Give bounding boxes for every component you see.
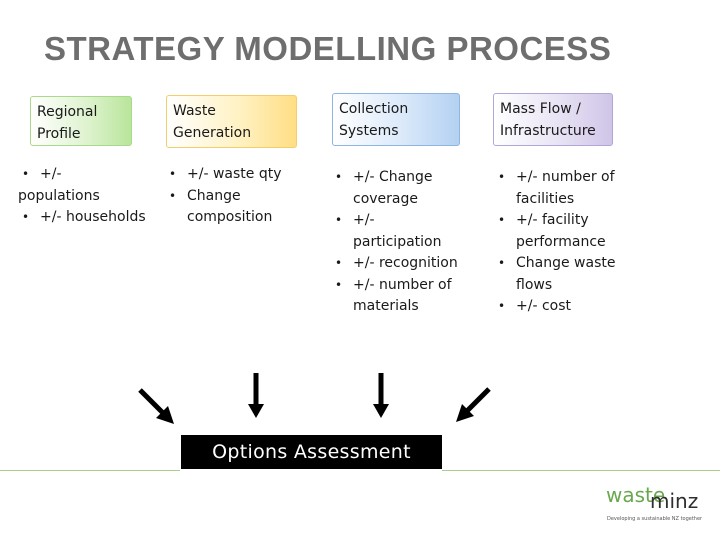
- divider-line: [0, 470, 180, 471]
- header-line: Systems: [339, 123, 399, 139]
- bullet-text: • +/-: [353, 212, 375, 228]
- header-line: Mass Flow /: [500, 101, 581, 117]
- bullet-text: • Change: [187, 187, 241, 204]
- bullet-text: • +/-: [40, 166, 62, 182]
- header-line: Regional: [37, 104, 98, 120]
- bullet-text: composition: [187, 209, 273, 225]
- bullet-text: • +/- facility: [516, 212, 589, 228]
- bullet-text: • +/- recognition: [353, 255, 458, 271]
- header-line: Waste: [173, 103, 216, 119]
- bullet-text: • Change waste: [516, 255, 616, 271]
- options-assessment-box: Options Assessment: [181, 435, 442, 469]
- bullet-text: coverage: [353, 190, 418, 207]
- page-title: STRATEGY MODELLING PROCESS: [44, 30, 612, 67]
- arrow-icon: [373, 373, 389, 418]
- logo-text-waste: waste: [606, 483, 666, 507]
- bullet-text: participation: [353, 233, 442, 250]
- arrow-icon: [248, 373, 264, 418]
- bullet-text: populations: [18, 187, 100, 204]
- bullet-text: facilities: [516, 190, 575, 207]
- header-line: Generation: [173, 125, 252, 141]
- arrow-icon: [140, 390, 174, 424]
- waste-minz-logo: [600, 478, 710, 528]
- bullet-text: • +/- waste qty: [187, 166, 282, 182]
- bullet-text: performance: [516, 233, 606, 250]
- header-line: Infrastructure: [500, 123, 596, 139]
- bullet-text: • +/- number of: [353, 276, 452, 293]
- header-line: Collection: [339, 101, 409, 117]
- bullet-text: • +/- cost: [516, 298, 571, 314]
- bullet-text: materials: [353, 298, 419, 314]
- arrow-icon: [456, 389, 489, 422]
- bullet-text: flows: [516, 276, 553, 293]
- header-line: Profile: [37, 126, 81, 142]
- bullet-text: • +/- households: [40, 209, 146, 225]
- bullet-text: • +/- number of: [516, 169, 615, 185]
- logo-tagline: Developing a sustainable NZ together: [607, 516, 703, 522]
- logo-text-minz: minz: [650, 489, 699, 513]
- divider-line: [442, 470, 720, 471]
- bullet-text: • +/- Change: [353, 169, 433, 185]
